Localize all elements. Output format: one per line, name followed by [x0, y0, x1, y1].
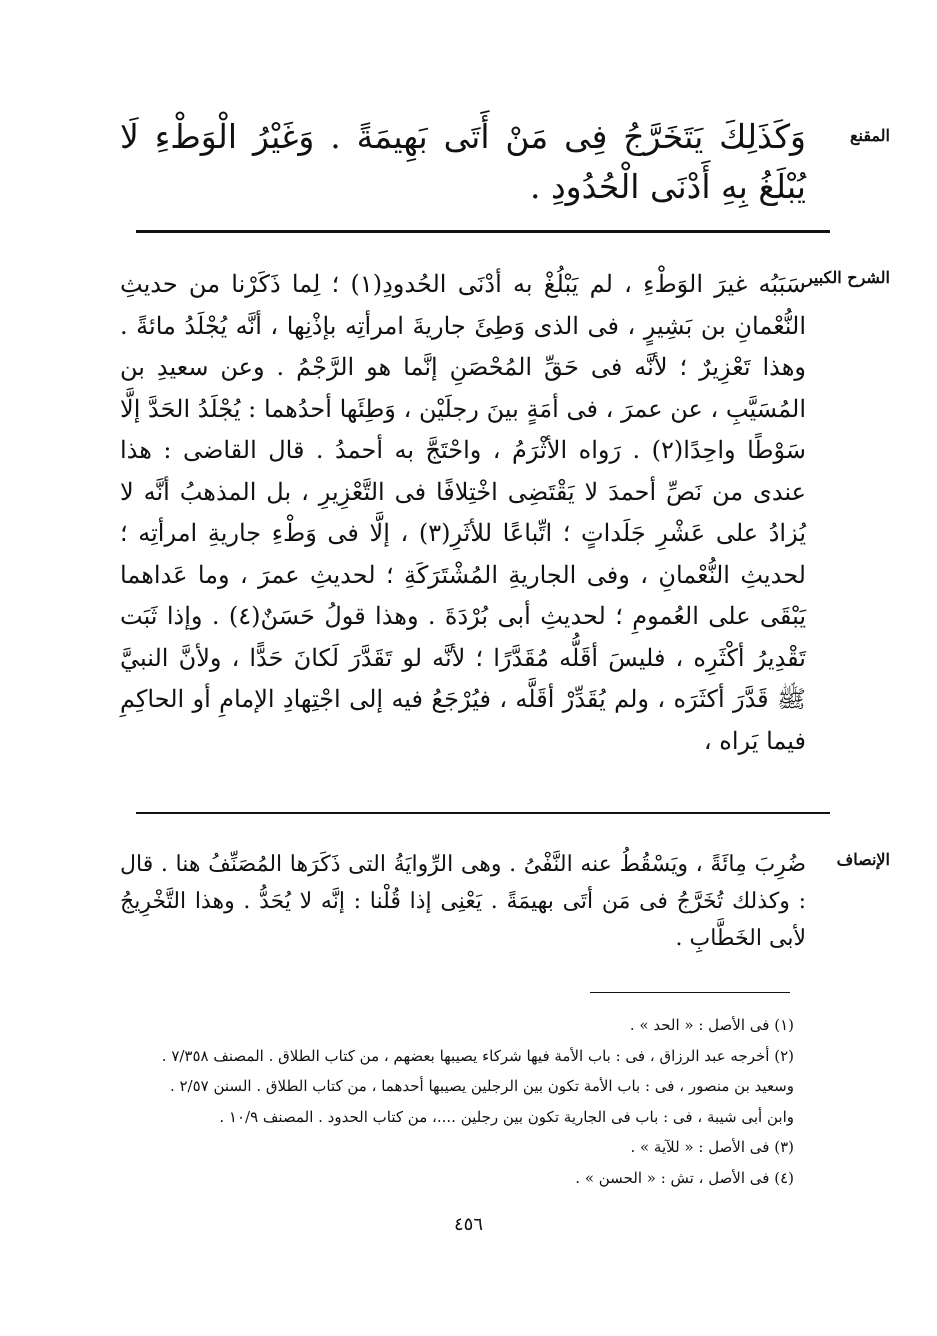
sharh-section	[120, 264, 890, 794]
footnote-divider	[590, 992, 790, 993]
footnote-line: وسعيد بن منصور ، فى : باب الأمة تكون بين الرجلين يصيبها أحدهما ، من كتاب الطلاق . السنن ٢/٥٧ .	[169, 1077, 794, 1095]
footnote-line: (٤) فى الأصل ، تش : « الحسن » .	[575, 1168, 794, 1187]
section-divider-thick	[136, 230, 830, 233]
footnote-line: (٢) أخرجه عبد الرزاق ، فى : باب الأمة فيها شركاء يصيبها بعضهم ، من كتاب الطلاق . المصنف ٧/٣٥٨ .	[161, 1046, 794, 1065]
page-number: ٤٥٦	[453, 1214, 483, 1235]
footnote-line: (١) فى الأصل : « الحد » .	[629, 1016, 794, 1034]
insaf-section	[120, 846, 890, 976]
insaf-label: الإنصاف	[836, 850, 890, 869]
insaf-text: ضُرِبَ مِائَةً ، ويَسْقُطُ عنه النَّفْىُ . وهى الرِّوايَةُ التى ذَكَرَها المُصَنِّفُ هنا . قال : وكذلك تُخَرَّجُ فى مَن أتَى بهيمَةً . يَعْنِى إذا قُلْنا : إنَّه لا يُحَدُّ . وهذا التَّخْرِيجُ لأبى الخَطَّابِ .	[120, 852, 806, 951]
matn-label: المقنع	[849, 126, 890, 145]
sharh-text: سَبَبُه غيرَ الوَطْءِ ، لم يَبْلُغْ به أدْنَى الحُدودِ(١) ؛ لِما ذَكَرْنا من حديثِ النُّعْمانِ بن بَشِيرٍ ، فى الذى وَطِئَ جاريةَ امرأتِه بإذْنِها ، أنَّه يُجْلَدُ مائةً . وهذا تَعْزِيرٌ ؛ لأنَّه فى حَقِّ المُحْصَنِ إنَّما هو الرَّجْمُ . وعن سعيدِ بن المُسَيَّبِ ، عن عمرَ ، فى أمَةٍ بينَ رجلَيْن ، وَطِئَها أحدُهما : يُجْلَدُ الحَدَّ إلَّا سَوْطًا واحِدًا(٢) . رَواه الأثْرَمُ ، واحْتَجَّ به أحمدُ . قال القاضى : هذا عندى من نَصِّ أحمدَ لا يَقْتَضِى اخْتِلافًا فى التَّعْزِيرِ ، بل المذهبُ أنَّه لا يُزادُ على عَشْرِ جَلَداتٍ ؛ اتِّباعًا للأثَرِ(٣) ، إلَّا فى وَطْءِ جاريةِ امرأتِه ؛ لحديثِ النُّعْمانِ ، وفى الجاريةِ المُشْتَرَكَةِ ؛ لحديثِ عمرَ ، وما عَداهما يَبْقَى على العُمومِ ؛ لحديثِ أبى بُرْدَةَ . وهذا قولُ حَسَنٌ(٤) . وإذا ثَبَت تَقْدِيرُ أكْثَرِه ، فليسَ أقَلُّه مُقَدَّرًا ؛ لأنَّه لو تَقَدَّرَ لَكانَ حَدًّا ، ولأنَّ النبيَّ ﷺ قَدَّرَ أكثَرَه ، ولم يُقَدِّرْ أقَلَّه ، فيُرْجَعُ فيه إلى اجْتِهادِ الإمامِ أو الحاكِمِ فيما يَراه ،	[120, 270, 807, 755]
matn-text: وَكَذَلِكَ يَتَخَرَّجُ فِى مَنْ أَتَى بَهِيمَةً . وَغَيْرُ الْوَطْءِ لَا يُبْلَغُ بِهِ أَدْنَى الْحُدُودِ .	[120, 117, 806, 206]
sharh-label: الشرح الكبير	[805, 268, 890, 287]
section-divider-thin	[136, 812, 830, 814]
footnote-line: وابن أبى شيبة ، فى : باب فى الجارية تكون بين رجلين ....، من كتاب الحدود . المصنف ١٠/٩ .	[219, 1107, 794, 1126]
footnotes	[120, 1010, 794, 1193]
matn-section	[120, 112, 890, 222]
footnote-line: (٣) فى الأصل : « للآية » .	[630, 1138, 794, 1156]
